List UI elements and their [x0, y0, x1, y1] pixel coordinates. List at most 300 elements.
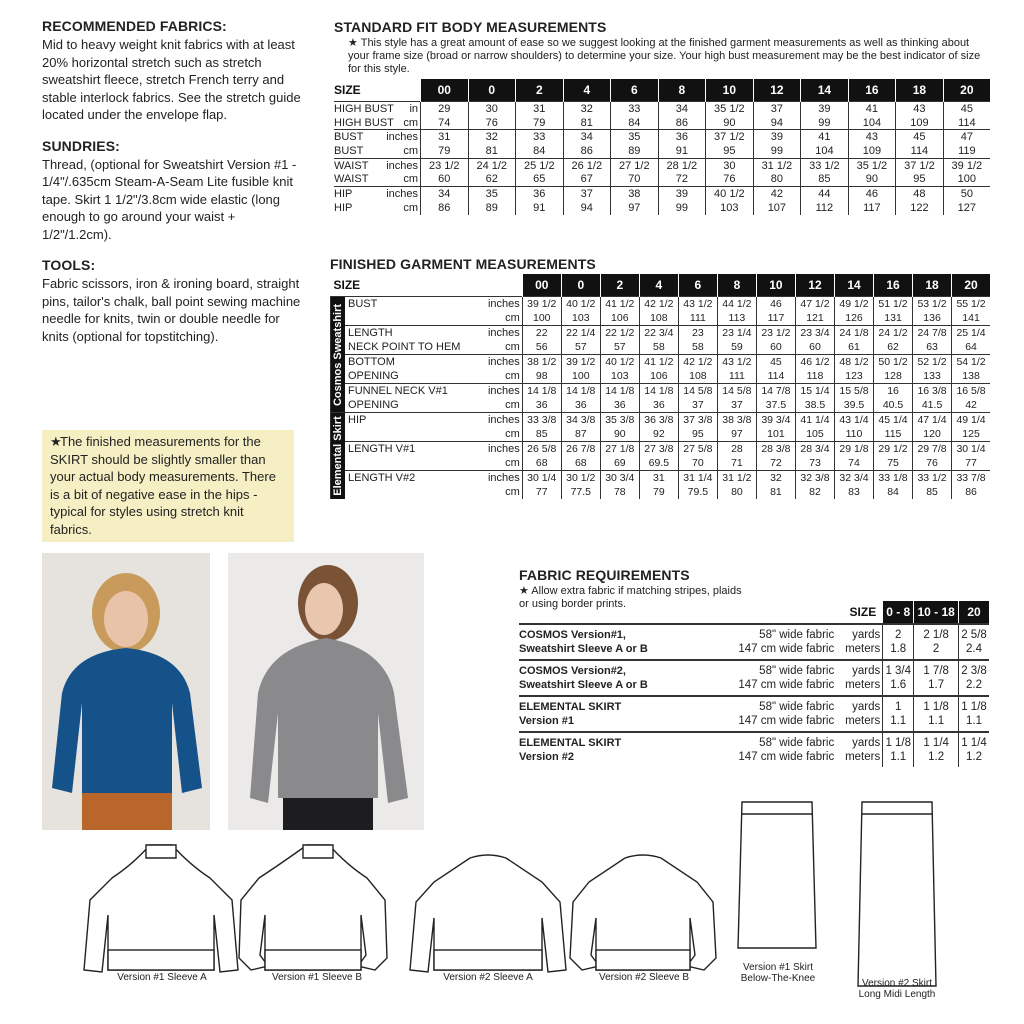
- table-row: [331, 471, 991, 486]
- table-cell: 41 1/2: [639, 355, 678, 370]
- size-header: 8: [717, 274, 756, 297]
- photo-blue-sweatshirt-image: [42, 553, 210, 830]
- row-label: [334, 144, 421, 158]
- table-cell: 86: [952, 485, 990, 499]
- measure-name: WAIST: [334, 159, 369, 172]
- row-label: [345, 485, 522, 499]
- table-cell: 121: [795, 311, 834, 326]
- row-label-wrap: [348, 428, 522, 440]
- table-cell: 31 1/2: [717, 471, 756, 486]
- row-label-wrap: [348, 472, 522, 484]
- table-cell: 2 5/8: [959, 624, 989, 642]
- table-cell: 64: [952, 340, 990, 355]
- standard-title: STANDARD FIT BODY MEASUREMENTS: [334, 19, 607, 35]
- table-cell: 32 3/8: [795, 471, 834, 486]
- table-cell: 27 5/8: [678, 442, 717, 457]
- table-cell: 39: [658, 187, 706, 201]
- table-cell: 46: [756, 297, 795, 312]
- band-elemental: [331, 413, 346, 500]
- table-cell: 81: [756, 485, 795, 499]
- row-label-wrap: [334, 103, 420, 115]
- table-cell: 43: [896, 102, 944, 116]
- fabric-row: [519, 624, 989, 642]
- table-cell: 25 1/4: [952, 326, 990, 341]
- table-cell: 34: [563, 130, 611, 144]
- table-cell: 33: [516, 130, 564, 144]
- table-cell: 14 1/8: [600, 384, 639, 399]
- table-cell: 45: [756, 355, 795, 370]
- table-cell: 76: [706, 172, 754, 186]
- table-cell: 47 1/4: [913, 413, 952, 428]
- table-cell: 79: [516, 116, 564, 130]
- table-cell: 86: [563, 144, 611, 158]
- row-label-wrap: [334, 202, 420, 214]
- fabric-row: [519, 696, 989, 714]
- flat-skirt-version2: [858, 802, 936, 986]
- table-cell: 136: [913, 311, 952, 326]
- table-cell: 22 1/2: [600, 326, 639, 341]
- row-label: [345, 369, 522, 384]
- table-cell: 22 3/4: [639, 326, 678, 341]
- table-cell: 2 3/8: [959, 660, 989, 678]
- fabric-item-sub: Version #1: [519, 715, 575, 727]
- table-cell: 27 1/2: [611, 158, 659, 172]
- table-row: [331, 485, 991, 499]
- row-label: [334, 158, 421, 172]
- measure-name: LENGTH V#1: [348, 443, 416, 455]
- flat-version1-sleeve-b: [239, 845, 387, 970]
- finished-header-row: [331, 274, 991, 297]
- size-header: 0 - 8: [883, 601, 914, 624]
- measure-name: NECK POINT TO HEM: [348, 341, 461, 353]
- table-cell: 95: [706, 144, 754, 158]
- measure-unit: cm: [403, 201, 418, 214]
- measure-unit: cm: [505, 486, 520, 498]
- row-label: [334, 130, 421, 144]
- table-cell: 46: [848, 187, 896, 201]
- measure-name: HIGH BUST: [334, 102, 394, 115]
- table-cell: 82: [795, 485, 834, 499]
- table-cell: 53 1/2: [913, 297, 952, 312]
- tools-title: TOOLS:: [42, 257, 96, 273]
- table-cell: 2.4: [959, 642, 989, 660]
- table-cell: 62: [874, 340, 913, 355]
- table-cell: 56: [522, 340, 561, 355]
- skirt-note-text: The finished measurements for the SKIRT should be slightly smaller than your actual body measurements. There is a bit of negative ease in the hips - typical for styles using stretch knit fabrics.: [50, 434, 276, 537]
- row-label: [345, 311, 522, 326]
- table-cell: 63: [913, 340, 952, 355]
- table-cell: 125: [952, 427, 990, 442]
- table-cell: 41 1/4: [795, 413, 834, 428]
- row-label-wrap: [348, 443, 522, 455]
- table-row: [331, 297, 991, 312]
- measure-unit: cm: [505, 312, 520, 324]
- size-header: 14: [834, 274, 873, 297]
- table-cell: 2: [914, 642, 959, 660]
- measure-unit: inches: [487, 298, 520, 310]
- fabric-section: [519, 567, 989, 767]
- table-row: [334, 144, 990, 158]
- table-cell: 83: [834, 485, 873, 499]
- table-row: [334, 172, 990, 186]
- table-cell: 1 1/8: [959, 696, 989, 714]
- table-cell: 37 1/2: [896, 158, 944, 172]
- table-cell: 37: [678, 398, 717, 413]
- measure-unit: cm: [403, 173, 418, 186]
- table-cell: 41: [848, 102, 896, 116]
- table-cell: 81: [468, 144, 516, 158]
- table-cell: 43 1/4: [834, 413, 873, 428]
- table-cell: 85: [801, 172, 849, 186]
- table-cell: 95: [678, 427, 717, 442]
- fabric-width: 58" wide fabric: [700, 624, 835, 642]
- photo-gray-sweatshirt: [228, 553, 424, 830]
- table-cell: 60: [756, 340, 795, 355]
- table-cell: 77: [522, 485, 561, 499]
- table-cell: 89: [611, 144, 659, 158]
- table-cell: 36: [600, 398, 639, 413]
- table-cell: 141: [952, 311, 990, 326]
- measure-name: HIP: [334, 201, 353, 214]
- table-cell: 67: [563, 172, 611, 186]
- table-cell: 60: [421, 172, 469, 186]
- row-label: [345, 384, 522, 399]
- table-cell: 14 5/8: [678, 384, 717, 399]
- table-cell: 16 5/8: [952, 384, 990, 399]
- row-label-wrap: [348, 370, 522, 382]
- table-cell: 14 1/8: [561, 384, 600, 399]
- table-cell: 39 3/4: [756, 413, 795, 428]
- table-cell: 122: [896, 201, 944, 215]
- measure-name: OPENING: [348, 399, 399, 411]
- table-cell: 108: [678, 369, 717, 384]
- band-cosmos: [331, 297, 346, 413]
- table-cell: 35 3/8: [600, 413, 639, 428]
- table-cell: 84: [516, 144, 564, 158]
- table-cell: 1 1/4: [959, 732, 989, 750]
- table-cell: 62: [468, 172, 516, 186]
- fabric-unit: yards: [834, 624, 883, 642]
- table-cell: 37 1/2: [706, 130, 754, 144]
- measure-unit: cm: [505, 457, 520, 469]
- table-cell: 84: [611, 116, 659, 130]
- table-cell: 41: [801, 130, 849, 144]
- table-cell: 1.1: [959, 714, 989, 732]
- table-cell: 27 1/8: [600, 442, 639, 457]
- table-cell: 16: [874, 384, 913, 399]
- table-cell: 32: [468, 130, 516, 144]
- table-cell: 29 1/8: [834, 442, 873, 457]
- table-cell: 120: [913, 427, 952, 442]
- size-header: 18: [896, 79, 944, 102]
- table-cell: 14 7/8: [756, 384, 795, 399]
- table-cell: 68: [522, 456, 561, 471]
- caption-v2b: Version #2 Sleeve B: [598, 972, 690, 983]
- table-cell: 36: [561, 398, 600, 413]
- measure-name: OPENING: [348, 370, 399, 382]
- row-label-wrap: [348, 414, 522, 426]
- measure-unit: inches: [487, 356, 520, 368]
- table-cell: 86: [658, 116, 706, 130]
- table-cell: 30 3/4: [600, 471, 639, 486]
- table-cell: 80: [717, 485, 756, 499]
- table-cell: 35: [611, 130, 659, 144]
- measure-name: BUST: [334, 144, 364, 157]
- row-label: [345, 413, 522, 428]
- table-cell: 29: [421, 102, 469, 116]
- table-row: [334, 102, 990, 116]
- photo-blue-sweatshirt: [42, 553, 210, 830]
- table-cell: 118: [795, 369, 834, 384]
- table-cell: 101: [756, 427, 795, 442]
- table-cell: 109: [896, 116, 944, 130]
- table-cell: 41 1/2: [600, 297, 639, 312]
- table-cell: 91: [516, 201, 564, 215]
- table-cell: 112: [801, 201, 849, 215]
- measure-unit: inches: [487, 385, 520, 397]
- table-cell: 58: [678, 340, 717, 355]
- table-row: [331, 384, 991, 399]
- fabric-width: 147 cm wide fabric: [738, 643, 835, 655]
- table-cell: 109: [848, 144, 896, 158]
- table-cell: 111: [717, 369, 756, 384]
- measure-unit: inches: [386, 159, 418, 172]
- table-cell: 97: [717, 427, 756, 442]
- table-cell: 30 1/4: [952, 442, 990, 457]
- caption-skirt2-line2: Long Midi Length: [858, 989, 936, 1000]
- table-cell: 38 1/2: [522, 355, 561, 370]
- table-cell: 69: [600, 456, 639, 471]
- caption-skirt2: [837, 978, 957, 1000]
- standard-note: ★ This style has a great amount of ease so we suggest looking at the finished garment measurements as well as thinking about your frame size (broad or narrow shoulders) to determine your size. Your high bust measurement may be the best indicator of size for this style.: [348, 37, 981, 75]
- table-cell: 14 1/8: [639, 384, 678, 399]
- measure-unit: inches: [386, 131, 418, 144]
- star-icon: ★: [50, 434, 62, 449]
- fabric-note: ★ Allow extra fabric if matching stripes, plaids or using border prints.: [519, 585, 742, 610]
- table-cell: 32: [756, 471, 795, 486]
- fabric-row: [519, 642, 989, 660]
- table-cell: 61: [834, 340, 873, 355]
- table-cell: 15 5/8: [834, 384, 873, 399]
- table-cell: 99: [753, 144, 801, 158]
- table-cell: 36: [522, 398, 561, 413]
- table-cell: 100: [943, 172, 990, 186]
- table-cell: 65: [516, 172, 564, 186]
- table-cell: 90: [848, 172, 896, 186]
- table-cell: 103: [561, 311, 600, 326]
- row-label: [334, 187, 421, 201]
- measure-unit: inches: [487, 414, 520, 426]
- table-cell: 40 1/2: [561, 297, 600, 312]
- table-cell: 75: [874, 456, 913, 471]
- size-header: 10: [706, 79, 754, 102]
- table-cell: 42 1/2: [678, 355, 717, 370]
- caption-v1a: Version #1 Sleeve A: [117, 972, 207, 983]
- table-cell: 2.2: [959, 678, 989, 696]
- size-header: 12: [753, 79, 801, 102]
- table-cell: 1.1: [883, 714, 914, 732]
- table-cell: 2 1/8: [914, 624, 959, 642]
- table-cell: 79.5: [678, 485, 717, 499]
- row-label-wrap: [348, 457, 522, 469]
- fabric-width: 147 cm wide fabric: [738, 715, 835, 727]
- table-cell: 33 1/2: [913, 471, 952, 486]
- table-cell: 92: [639, 427, 678, 442]
- table-cell: 32: [563, 102, 611, 116]
- measure-name: BOTTOM: [348, 356, 395, 368]
- table-cell: 108: [639, 311, 678, 326]
- tools-text: Fabric scissors, iron & ironing board, straight pins, tailor's chalk, ball point sewing machine needle for knits, twin or double needle for knits (optional for topstitching).: [42, 276, 301, 344]
- table-cell: 39 1/2: [561, 355, 600, 370]
- table-cell: 31: [516, 102, 564, 116]
- table-cell: 42: [952, 398, 990, 413]
- table-cell: 1: [883, 696, 914, 714]
- table-cell: 79: [421, 144, 469, 158]
- table-cell: 99: [801, 116, 849, 130]
- finished-title: FINISHED GARMENT MEASUREMENTS: [330, 256, 596, 272]
- table-cell: 32 3/4: [834, 471, 873, 486]
- table-row: [331, 427, 991, 442]
- fabric-width: 58" wide fabric: [700, 696, 835, 714]
- size-header: 0: [561, 274, 600, 297]
- size-header: 16: [848, 79, 896, 102]
- table-cell: 42: [753, 187, 801, 201]
- sundries-title: SUNDRIES:: [42, 137, 120, 154]
- table-cell: 1.2: [914, 750, 959, 767]
- row-label: [345, 340, 522, 355]
- fabric-item-name: ELEMENTAL SKIRT: [519, 696, 700, 714]
- table-cell: 48: [896, 187, 944, 201]
- table-cell: 30: [468, 102, 516, 116]
- table-cell: 1.6: [883, 678, 914, 696]
- table-row: [331, 413, 991, 428]
- table-cell: 40 1/2: [706, 187, 754, 201]
- table-cell: 1 1/4: [914, 732, 959, 750]
- size-header: 4: [563, 79, 611, 102]
- table-cell: 35 1/2: [706, 102, 754, 116]
- table-cell: 38 3/8: [717, 413, 756, 428]
- fabric-row: [519, 732, 989, 750]
- table-row: [334, 187, 990, 201]
- table-cell: 14 1/8: [522, 384, 561, 399]
- table-cell: 29 7/8: [913, 442, 952, 457]
- table-cell: 49 1/4: [952, 413, 990, 428]
- table-cell: 23 1/2: [421, 158, 469, 172]
- table-cell: 106: [600, 311, 639, 326]
- table-cell: 1.1: [883, 750, 914, 767]
- row-label-wrap: [334, 188, 420, 200]
- table-cell: 24 1/2: [468, 158, 516, 172]
- table-cell: 106: [639, 369, 678, 384]
- caption-skirt1-line2: Below-The-Knee: [740, 973, 816, 984]
- table-cell: 33: [611, 102, 659, 116]
- size-header: 8: [658, 79, 706, 102]
- table-row: [331, 456, 991, 471]
- table-cell: 44 1/2: [717, 297, 756, 312]
- measure-unit: cm: [505, 399, 520, 411]
- table-cell: 117: [848, 201, 896, 215]
- table-cell: 31 1/4: [678, 471, 717, 486]
- measure-unit: inches: [487, 443, 520, 455]
- tools-section: [42, 257, 304, 345]
- table-cell: 81: [563, 116, 611, 130]
- table-cell: 110: [834, 427, 873, 442]
- table-cell: 76: [913, 456, 952, 471]
- fabrics-text: Mid to heavy weight knit fabrics with at least 20% horizontal stretch such as stretch sweatshirt fleece, stretch French terry and stable interlock fabrics. See the stretch guide located under the envelope flap.: [42, 37, 301, 122]
- size-header: 20: [959, 601, 989, 624]
- size-label: SIZE: [834, 601, 883, 624]
- row-label-wrap: [334, 117, 420, 129]
- table-cell: 113: [717, 311, 756, 326]
- measure-name: LENGTH: [348, 327, 393, 339]
- table-cell: 51 1/2: [874, 297, 913, 312]
- table-row: [331, 311, 991, 326]
- table-cell: 25 1/2: [516, 158, 564, 172]
- table-cell: 1 7/8: [914, 660, 959, 678]
- table-cell: 97: [611, 201, 659, 215]
- row-label-wrap: [348, 341, 522, 353]
- table-cell: 39 1/2: [522, 297, 561, 312]
- table-cell: 39 1/2: [943, 158, 990, 172]
- table-cell: 23 1/4: [717, 326, 756, 341]
- table-cell: 79: [639, 485, 678, 499]
- table-cell: 1.7: [914, 678, 959, 696]
- table-cell: 71: [717, 456, 756, 471]
- table-cell: 90: [600, 427, 639, 442]
- table-cell: 119: [943, 144, 990, 158]
- table-cell: 31: [639, 471, 678, 486]
- table-cell: 36: [516, 187, 564, 201]
- row-label: [334, 116, 421, 130]
- table-cell: 57: [600, 340, 639, 355]
- table-cell: 85: [913, 485, 952, 499]
- table-cell: 43: [848, 130, 896, 144]
- table-cell: 1.1: [914, 714, 959, 732]
- table-cell: 34 3/8: [561, 413, 600, 428]
- standard-header-row: [334, 79, 990, 102]
- fabrics-title: RECOMMENDED FABRICS:: [42, 18, 227, 34]
- row-label: [345, 456, 522, 471]
- measure-unit: cm: [403, 116, 418, 129]
- table-cell: 33 1/8: [874, 471, 913, 486]
- table-cell: 76: [468, 116, 516, 130]
- row-label: [345, 297, 522, 312]
- table-cell: 22: [522, 326, 561, 341]
- table-cell: 91: [658, 144, 706, 158]
- measure-name: HIP: [348, 414, 367, 426]
- table-cell: 36: [639, 398, 678, 413]
- table-cell: 33 3/8: [522, 413, 561, 428]
- table-cell: 123: [834, 369, 873, 384]
- table-cell: 36: [658, 130, 706, 144]
- table-cell: 23 1/2: [756, 326, 795, 341]
- measure-name: LENGTH V#2: [348, 472, 416, 484]
- table-cell: 128: [874, 369, 913, 384]
- row-label-wrap: [348, 298, 522, 310]
- size-header: 6: [678, 274, 717, 297]
- table-cell: 58: [639, 340, 678, 355]
- table-cell: 37: [717, 398, 756, 413]
- band-label: Cosmos Sweatshirt: [332, 303, 344, 406]
- table-row: [331, 398, 991, 413]
- size-header: 6: [611, 79, 659, 102]
- table-row: [331, 442, 991, 457]
- table-cell: 38.5: [795, 398, 834, 413]
- row-label: [345, 442, 522, 457]
- fabric-width: 58" wide fabric: [700, 660, 835, 678]
- table-cell: 1 3/4: [883, 660, 914, 678]
- measure-name: HIP: [334, 187, 353, 200]
